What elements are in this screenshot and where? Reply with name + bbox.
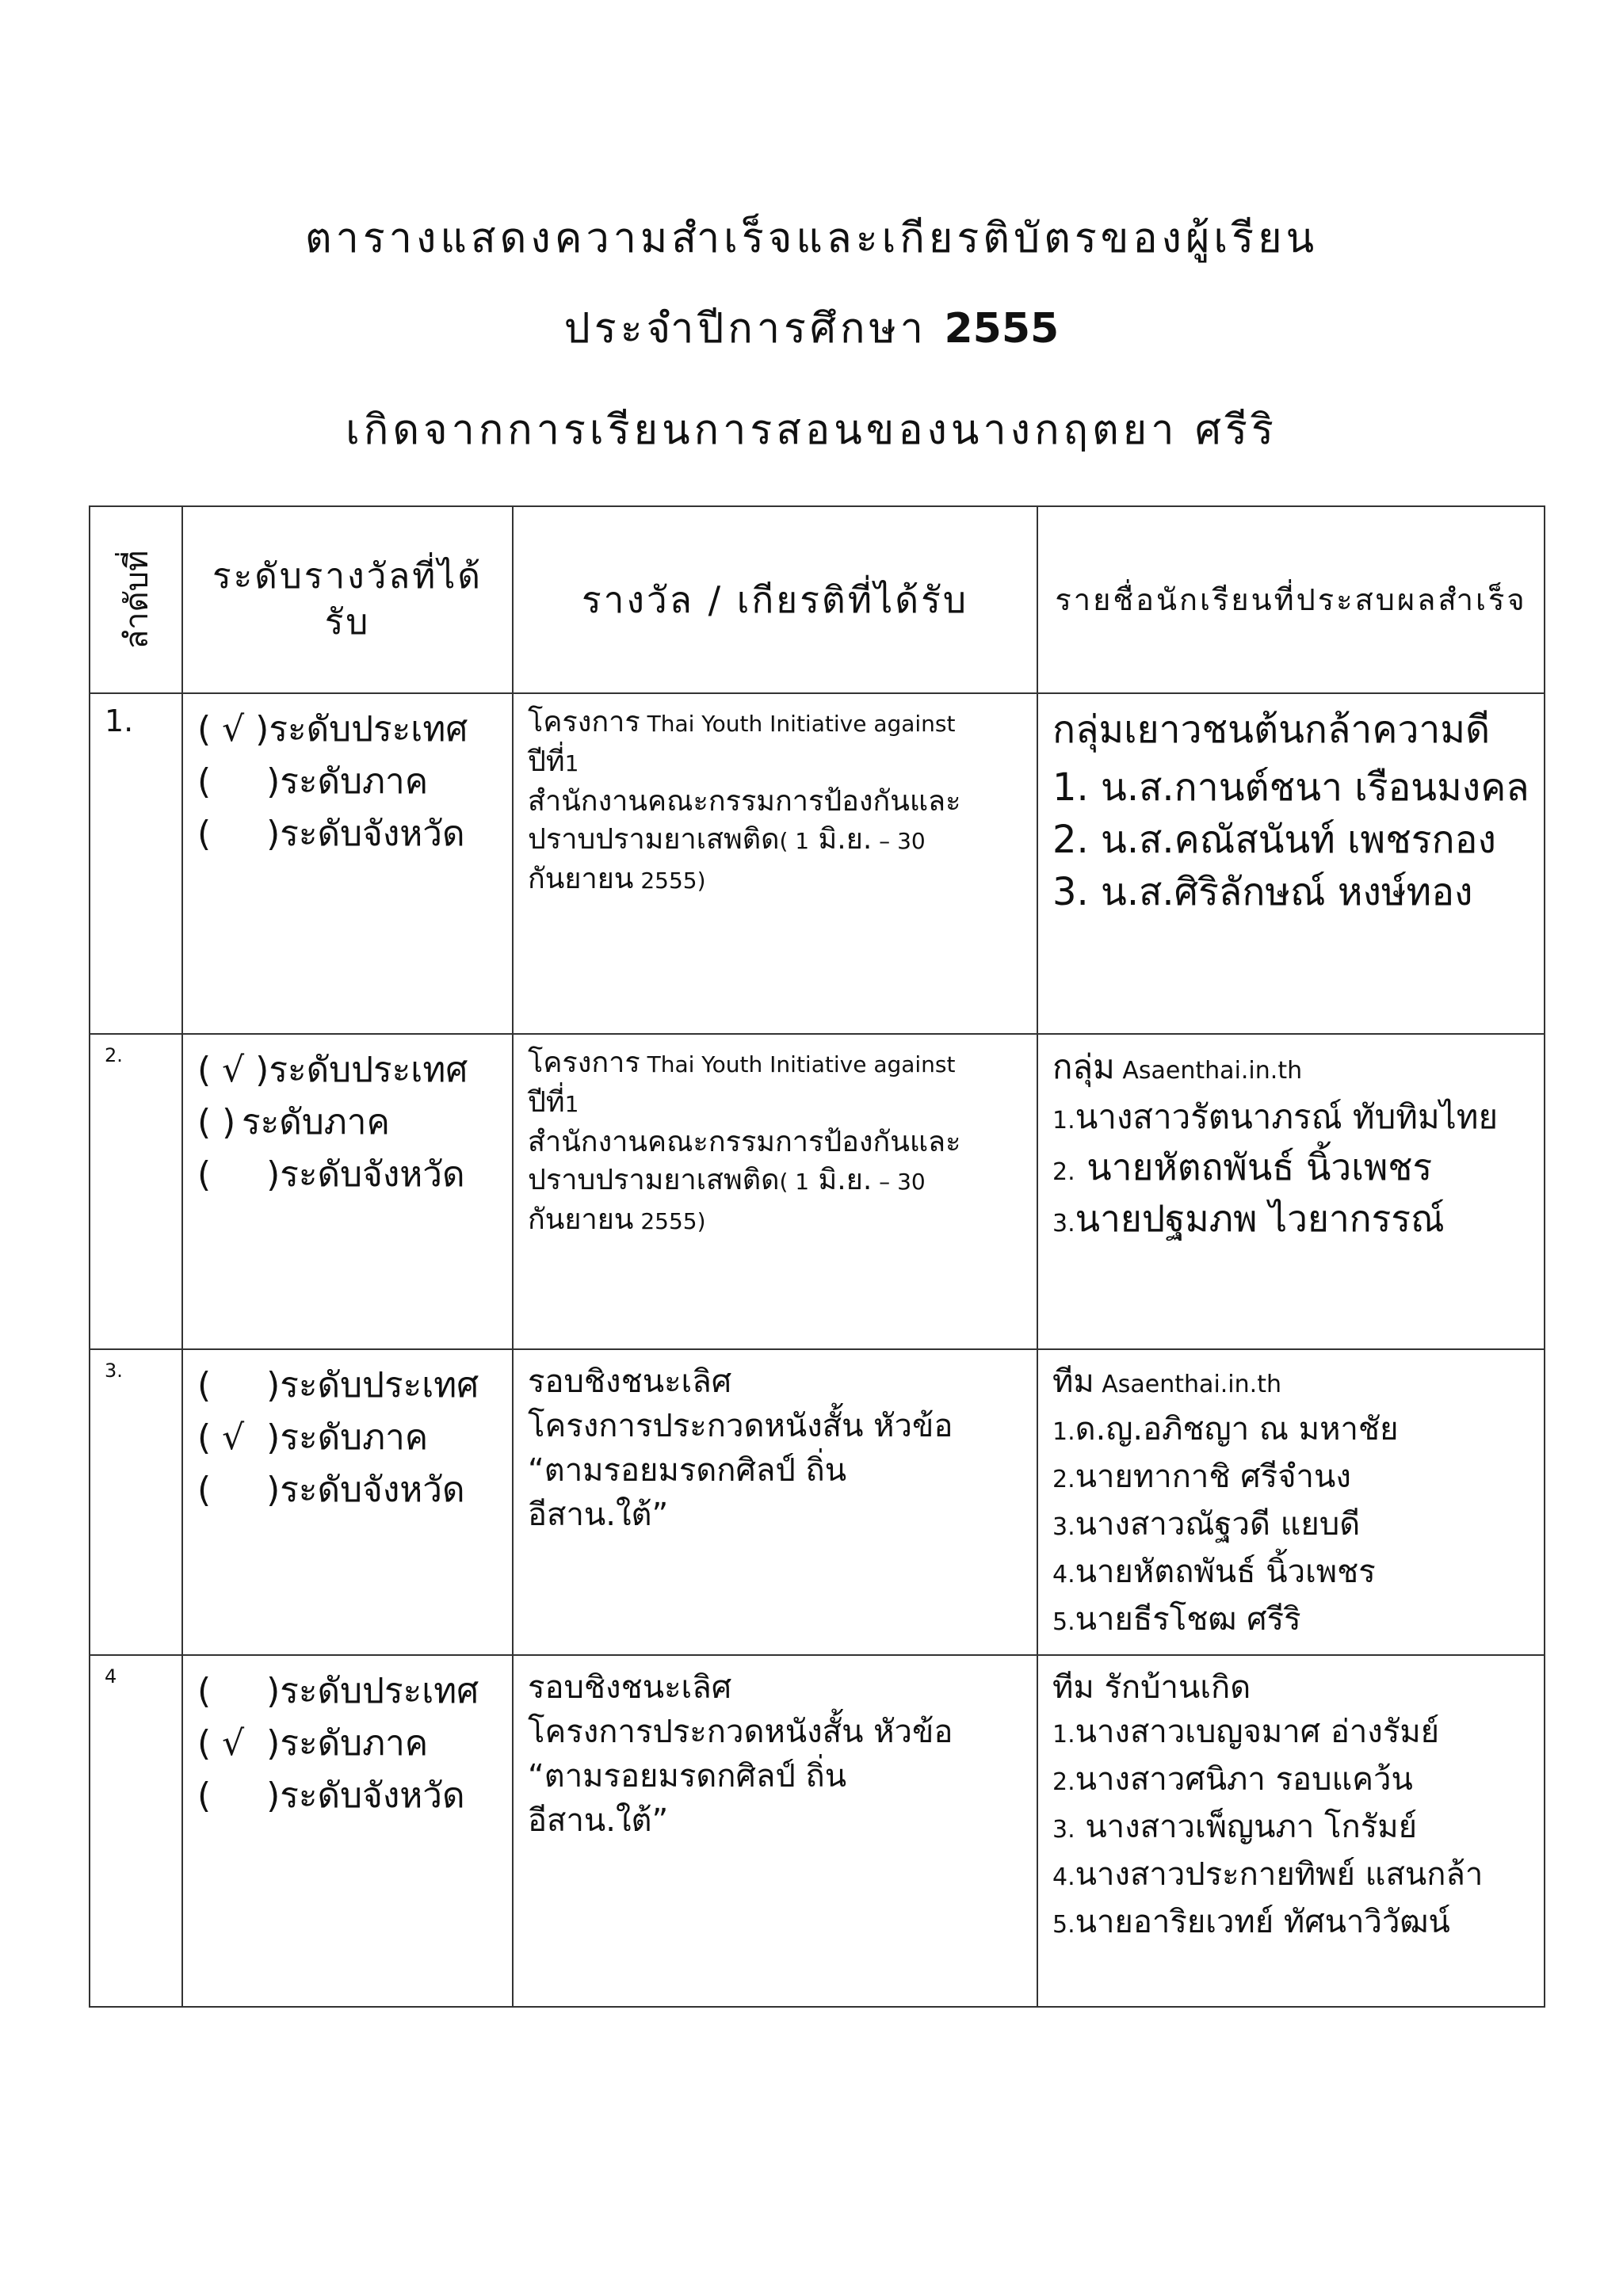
student-name: นางสาวประกายทิพย์ แสนกล้า: [1075, 1856, 1484, 1893]
year-number: 1: [564, 750, 579, 776]
student-number: 2.: [1052, 1768, 1075, 1796]
date-range: – 30: [872, 1169, 926, 1195]
award-level-cell: [182, 693, 513, 1034]
team-title: รักบ้านเกิด: [1094, 1669, 1251, 1706]
list-item: [1052, 866, 1529, 918]
level-provincial: [197, 1770, 498, 1822]
title-line-2-text: ประจำปีการศึกษา: [563, 305, 945, 353]
level-checkbox: ( ): [197, 1365, 281, 1405]
student-number: 3.: [1052, 1816, 1075, 1844]
level-label: ระดับภาค: [242, 1102, 390, 1142]
level-checkbox: ( ): [197, 1102, 236, 1142]
title-line-1: ตารางแสดงความสำเร็จและเกียรติบัตรของผู้เรียน: [304, 215, 1319, 262]
student-name: นายทากาชิ ศรีจำนง: [1075, 1459, 1351, 1495]
student-name: นางสาวเบญจมาศ อ่างรัมย์: [1075, 1714, 1440, 1750]
team-title: Asaenthai.in.th: [1094, 1371, 1281, 1398]
level-regional: [197, 1412, 498, 1464]
level-label: ระดับภาค: [280, 1417, 429, 1458]
level-label: ระดับประเทศ: [280, 1671, 479, 1711]
award-cell: [513, 1655, 1037, 2007]
list-item: [1052, 1455, 1529, 1502]
award-cell: [513, 1034, 1037, 1349]
level-label: ระดับประเทศ: [269, 709, 468, 749]
student-number: 1.: [1052, 1721, 1075, 1749]
header-level: ระดับรางวัลที่ได้รับ: [182, 506, 513, 693]
level-label: ระดับภาค: [280, 1723, 429, 1764]
level-provincial: [197, 808, 498, 860]
level-label: ระดับจังหวัด: [280, 1154, 465, 1195]
date-year: 2555): [633, 868, 706, 894]
date-month-start: มิ.ย.: [809, 823, 873, 856]
year-prefix: ปีที่: [528, 746, 565, 778]
student-name: น.ส.ศิริลักษณ์ หงษ์ทอง: [1088, 870, 1473, 914]
student-number: 2.: [1052, 1466, 1075, 1493]
level-checkbox: ( √ ): [197, 1050, 269, 1090]
row-number: 1.: [90, 693, 182, 1034]
level-checkbox: ( ): [197, 814, 281, 854]
level-national: [197, 1044, 498, 1097]
level-label: ระดับประเทศ: [269, 1050, 468, 1090]
award-contest: โครงการประกวดหนังสั้น หัวข้อ: [528, 1408, 953, 1444]
level-provincial: [197, 1149, 498, 1201]
achievements-table: [89, 505, 1545, 2008]
student-number: 5.: [1052, 1608, 1075, 1636]
students-cell: [1037, 693, 1545, 1034]
level-regional: [197, 1718, 498, 1770]
list-item: [1052, 1597, 1529, 1645]
table-row: [90, 693, 1545, 1034]
student-number: 3.: [1052, 870, 1089, 914]
title-line-3: เกิดจากการเรียนการสอนของนางกฤตยา ศรีริ: [346, 406, 1277, 454]
level-checkbox: ( ): [197, 761, 281, 802]
student-name: ด.ญ.อภิชญา ณ มหาชัย: [1075, 1411, 1399, 1447]
year-prefix: ปีที่: [528, 1086, 565, 1119]
level-checkbox: ( ): [197, 1671, 281, 1711]
project-name: Thai Youth Initiative against: [640, 1051, 956, 1077]
row-number: 2.: [90, 1034, 182, 1349]
student-name: นายอาริยเวทย์ ทัศนาวิวัฒน์: [1075, 1904, 1450, 1940]
award-topic-2: อีสาน.ใต้”: [528, 1497, 669, 1533]
student-number: 2.: [1052, 1158, 1075, 1186]
level-checkbox: ( √ ): [197, 1417, 281, 1458]
organizer: สำนักงานคณะกรรมการป้องกันและปราบปรามยาเสพติด: [528, 785, 961, 856]
student-number: 1.: [1052, 765, 1089, 810]
student-number: 4.: [1052, 1561, 1075, 1589]
header-order: [90, 506, 182, 693]
student-number: 1.: [1052, 1418, 1075, 1446]
award-round: รอบชิงชนะเลิศ: [528, 1363, 732, 1400]
award-topic-2: อีสาน.ใต้”: [528, 1802, 669, 1839]
date-range: – 30: [872, 828, 926, 854]
date-month-start: มิ.ย.: [809, 1164, 873, 1196]
date-year: 2555): [633, 1208, 706, 1234]
student-name: นางสาวศนิภา รอบแคว้น: [1075, 1761, 1413, 1798]
list-item: [1052, 1710, 1529, 1757]
project-prefix: โครงการ: [528, 1047, 640, 1079]
project-name: Thai Youth Initiative against: [640, 711, 956, 737]
team-name: [1052, 1360, 1529, 1407]
student-number: 4.: [1052, 1863, 1075, 1891]
table-header-row: [90, 506, 1545, 693]
list-item: [1052, 1196, 1529, 1247]
student-name: น.ส.กานต์ชนา เรือนมงคล: [1088, 765, 1529, 810]
student-name: นายปฐมภพ ไวยากรรณ์: [1075, 1197, 1445, 1240]
team-prefix: กลุ่มเยาวชนต้นกล้าความดี: [1052, 707, 1491, 752]
student-name: น.ส.คณัสนันท์ เพชรกอง: [1088, 818, 1496, 862]
row-number: 3.: [90, 1349, 182, 1655]
student-number: 5.: [1052, 1911, 1075, 1939]
team-name: [1052, 704, 1529, 761]
award-cell: [513, 693, 1037, 1034]
student-name: นางสาวณัฐวดี แยบดี: [1075, 1506, 1361, 1543]
date-month-end: กันยายน: [528, 863, 634, 895]
level-national: [197, 1665, 498, 1718]
level-label: ระดับประเทศ: [280, 1365, 479, 1405]
level-label: ระดับจังหวัด: [280, 814, 465, 854]
level-checkbox: ( √ ): [197, 1723, 281, 1764]
student-number: 3.: [1052, 1513, 1075, 1541]
header-order-label: ลำดับที่: [118, 550, 155, 650]
table-row: [90, 1034, 1545, 1349]
level-regional: [197, 1097, 498, 1149]
student-number: 1.: [1052, 1107, 1075, 1135]
student-name: นายหัตถพันธ์ นิ้วเพชร: [1075, 1146, 1433, 1188]
level-checkbox: ( ): [197, 1154, 281, 1195]
student-name: นางสาวเพ็ญนภา โกรัมย์: [1075, 1809, 1418, 1845]
level-label: ระดับภาค: [280, 761, 429, 802]
student-number: 3.: [1052, 1210, 1075, 1238]
students-cell: [1037, 1655, 1545, 2007]
award-topic-1: “ตามรอยมรดกศิลป์ ถิ่น: [528, 1452, 847, 1489]
date-open: ( 1: [779, 828, 810, 854]
award-level-cell: [182, 1034, 513, 1349]
team-prefix: ทีม: [1052, 1363, 1094, 1400]
level-provincial: [197, 1464, 498, 1516]
level-label: ระดับจังหวัด: [280, 1470, 465, 1510]
level-checkbox: ( ): [197, 1775, 281, 1816]
list-item: [1052, 1094, 1529, 1144]
level-checkbox: ( √ ): [197, 709, 269, 749]
list-item: [1052, 1144, 1529, 1196]
academic-year: 2555: [944, 305, 1060, 353]
level-regional: [197, 756, 498, 808]
team-name: [1052, 1665, 1529, 1710]
list-item: [1052, 1852, 1529, 1900]
team-prefix: ทีม: [1052, 1669, 1094, 1706]
list-item: [1052, 814, 1529, 866]
title-line-2: [0, 295, 1623, 360]
list-item: [1052, 761, 1529, 814]
table-row: [90, 1349, 1545, 1655]
header-award: รางวัล / เกียรติที่ได้รับ: [513, 506, 1037, 693]
list-item: [1052, 1900, 1529, 1947]
row-number: 4: [90, 1655, 182, 2007]
level-national: [197, 704, 498, 756]
student-name: นายธีรโชฒ ศรีริ: [1075, 1601, 1301, 1638]
table-row: [90, 1655, 1545, 2007]
award-cell: [513, 1349, 1037, 1655]
level-label: ระดับจังหวัด: [280, 1775, 465, 1816]
student-name: นางสาวรัตนาภรณ์ ทับทิมไทย: [1075, 1097, 1499, 1136]
list-item: [1052, 1407, 1529, 1455]
student-name: นายหัตถพันธ์ นิ้วเพชร: [1075, 1554, 1376, 1590]
level-checkbox: ( ): [197, 1470, 281, 1510]
level-national: [197, 1360, 498, 1412]
date-month-end: กันยายน: [528, 1203, 634, 1236]
list-item: [1052, 1502, 1529, 1550]
award-topic-1: “ตามรอยมรดกศิลป์ ถิ่น: [528, 1758, 847, 1794]
award-level-cell: [182, 1655, 513, 2007]
award-level-cell: [182, 1349, 513, 1655]
team-prefix: กลุ่ม: [1052, 1047, 1115, 1086]
list-item: [1052, 1550, 1529, 1597]
team-title: Asaenthai.in.th: [1114, 1057, 1303, 1085]
year-number: 1: [564, 1091, 579, 1117]
organizer: สำนักงานคณะกรรมการป้องกันและปราบปรามยาเสพติด: [528, 1126, 961, 1196]
date-open: ( 1: [779, 1169, 810, 1195]
list-item: [1052, 1757, 1529, 1805]
list-item: [1052, 1805, 1529, 1852]
students-cell: [1037, 1034, 1545, 1349]
award-round: รอบชิงชนะเลิศ: [528, 1669, 732, 1706]
header-students: รายชื่อนักเรียนที่ประสบผลสำเร็จ: [1037, 506, 1545, 693]
award-contest: โครงการประกวดหนังสั้น หัวข้อ: [528, 1714, 953, 1750]
student-number: 2.: [1052, 818, 1089, 862]
project-prefix: โครงการ: [528, 706, 640, 738]
team-name: [1052, 1044, 1529, 1094]
students-cell: [1037, 1349, 1545, 1655]
